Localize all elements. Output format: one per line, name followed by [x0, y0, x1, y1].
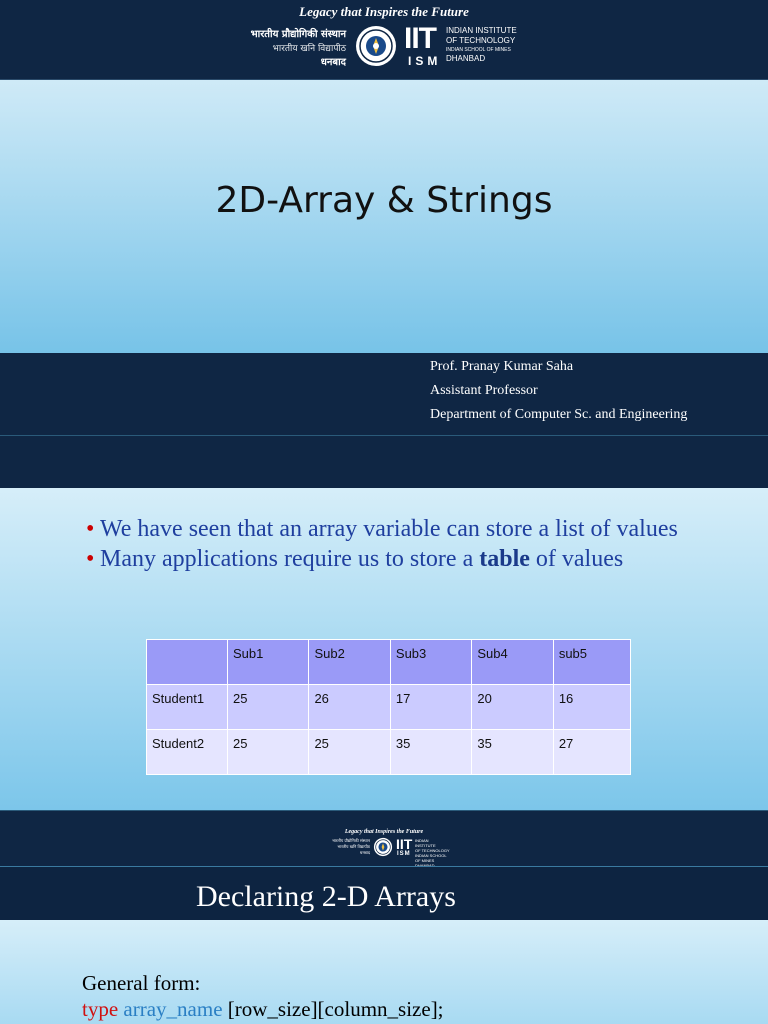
logo-inst-line1-small: INDIAN INSTITUTE [415, 838, 436, 848]
slide-title: 2D-Array & Strings [215, 180, 553, 221]
table-cell: 26 [309, 685, 390, 730]
logo-institute-name [446, 26, 517, 64]
header-tagline: Legacy that Inspires the Future [299, 4, 469, 19]
author-department: Department of Computer Sc. and Engineering [430, 407, 688, 422]
slide1-author-bar [0, 353, 768, 435]
logo-hindi-line3: धनबाद [320, 57, 346, 68]
slide3-title-bar [0, 866, 768, 920]
bullet-text-2-pre: Many applications require us to store a [100, 546, 480, 572]
slide3-header [0, 810, 768, 866]
author-position: Assistant Professor [430, 383, 538, 398]
table-cell: 35 [472, 730, 553, 775]
logo-hindi-line1: भारतीय प्रौद्योगिकी संस्थान [250, 29, 346, 40]
bullet-text-2-bold: table [479, 546, 530, 572]
table-header-row [147, 640, 631, 685]
table-row [147, 730, 631, 775]
slide1-header [0, 0, 768, 80]
iit-ism-seal-icon [373, 837, 393, 857]
table-header-cell: Sub1 [228, 640, 309, 685]
author-info [430, 355, 687, 427]
logo-inst-line4: DHANBAD [446, 54, 486, 63]
marks-table [146, 639, 631, 775]
logo-ism-small: ISM [397, 851, 411, 857]
syntax-name: array_name [123, 997, 223, 1021]
logo-inst-line2-small: OF TECHNOLOGY [415, 848, 450, 853]
slide2-header [0, 435, 768, 488]
logo-ism: ISM [408, 54, 442, 68]
logo-hindi-text [228, 28, 346, 70]
header-tagline-small: Legacy that Inspires the Future [344, 829, 424, 835]
bullet-list [86, 514, 706, 574]
institute-logo [228, 24, 528, 74]
bullet-item [86, 544, 706, 574]
slide3-title: Declaring 2-D Arrays [196, 880, 456, 913]
table-cell: 17 [390, 685, 471, 730]
institute-logo-small [320, 837, 450, 861]
table-row [147, 685, 631, 730]
logo-inst-line2: OF TECHNOLOGY [446, 36, 516, 45]
table-cell: Student2 [147, 730, 228, 775]
general-form-block [82, 970, 444, 1022]
general-form-label: General form: [82, 971, 201, 995]
slide3-body [0, 920, 768, 1024]
syntax-rest: [row_size][column_size]; [227, 997, 444, 1021]
logo-iit: IIT [404, 22, 436, 55]
table-cell: 16 [553, 685, 630, 730]
bullet-text-2-post: of values [529, 546, 624, 572]
slide2-body [0, 488, 768, 810]
author-name: Prof. Pranay Kumar Saha [430, 359, 574, 374]
table-cell: Student1 [147, 685, 228, 730]
bullet-item [86, 514, 706, 544]
table-cell: 20 [472, 685, 553, 730]
table-cell: 27 [553, 730, 630, 775]
slide1-title-area [0, 80, 768, 353]
iit-ism-seal-icon [354, 24, 398, 68]
table-cell: 35 [390, 730, 471, 775]
table-cell: 25 [228, 730, 309, 775]
logo-inst-line1: INDIAN INSTITUTE [446, 26, 517, 35]
logo-inst-line3-small: INDIAN SCHOOL OF MINES [415, 853, 447, 863]
table-cell: 25 [228, 685, 309, 730]
logo-hindi-text-small [320, 838, 370, 856]
logo-iit-small: IIT [396, 836, 413, 852]
logo-hindi-line2-small: भारतीय खनि विद्यापीठ [337, 844, 370, 849]
logo-hindi-line2: भारतीय खनि विद्यापीठ [272, 44, 346, 54]
table-header-cell: Sub2 [309, 640, 390, 685]
syntax-line [82, 996, 444, 1022]
table-cell: 25 [309, 730, 390, 775]
table-header-cell [147, 640, 228, 685]
logo-hindi-line3-small: धनबाद [359, 850, 370, 855]
table-header-cell: Sub4 [472, 640, 553, 685]
table-header-cell: Sub3 [390, 640, 471, 685]
logo-inst-line3: INDIAN SCHOOL OF MINES [446, 47, 511, 53]
logo-institute-name-small [415, 838, 450, 868]
logo-hindi-line1-small: भारतीय प्रौद्योगिकी संस्थान [332, 838, 370, 843]
syntax-type: type [82, 997, 119, 1021]
table-header-cell: sub5 [553, 640, 630, 685]
bullet-text-1: We have seen that an array variable can store a list of values [100, 516, 678, 542]
